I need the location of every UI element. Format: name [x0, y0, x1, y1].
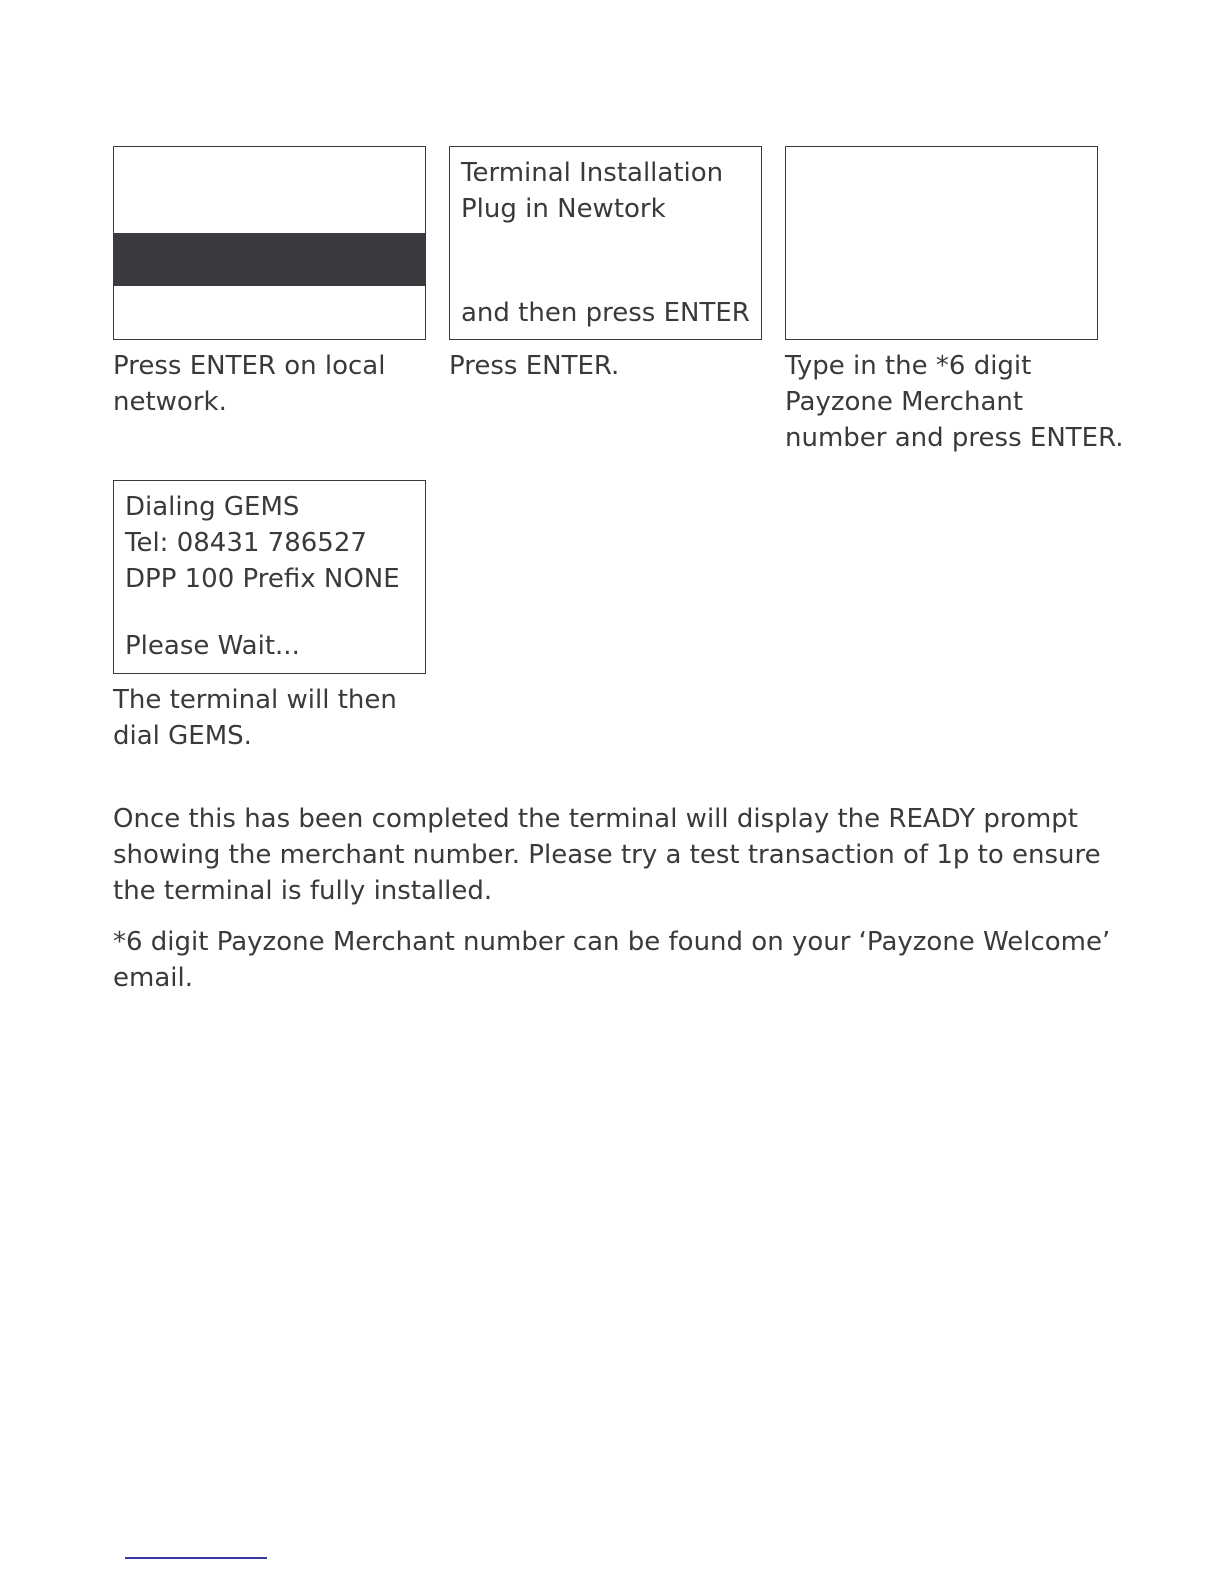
step-caption-merchant: [785, 348, 1123, 456]
step-caption-enter: [449, 348, 619, 384]
footer-rule: [125, 1557, 267, 1559]
terminal-screen-installation: [449, 146, 762, 340]
screen-line: Tel: 08431 786527: [125, 528, 367, 558]
step-caption-network: [113, 348, 385, 420]
paragraph-line: email.: [113, 963, 193, 993]
paragraph-line: *6 digit Payzone Merchant number can be found on your ‘Payzone Welcome’: [113, 927, 1111, 957]
caption-line: Payzone Merchant: [785, 387, 1024, 417]
screen-line: and then press ENTER: [461, 298, 750, 328]
screen-line: Terminal Installation: [461, 158, 724, 188]
caption-line: dial GEMS.: [113, 721, 252, 751]
caption-line: Press ENTER on local: [113, 351, 386, 381]
screen-line: Plug in Newtork: [461, 194, 666, 224]
caption-line: network.: [113, 387, 227, 417]
footnote-paragraph: [113, 924, 1110, 996]
paragraph-line: Once this has been completed the terminal will display the READY prompt: [113, 804, 1078, 834]
caption-line: Type in the *6 digit: [785, 351, 1032, 381]
caption-line: The terminal will then: [113, 685, 397, 715]
paragraph-line: showing the merchant number. Please try a test transaction of 1p to ensure: [113, 840, 1101, 870]
highlighted-menu-row: [114, 233, 425, 286]
screen-line: Dialing GEMS: [125, 492, 300, 522]
terminal-screen-merchant-entry: [785, 146, 1098, 340]
screen-line: DPP 100 Prefix NONE: [125, 564, 400, 594]
completion-paragraph: [113, 801, 1101, 909]
step-caption-dialing: [113, 682, 397, 754]
terminal-screen-dialing: [113, 480, 426, 674]
paragraph-line: the terminal is fully installed.: [113, 876, 493, 906]
terminal-screen-network-select: [113, 146, 426, 340]
caption-line: number and press ENTER.: [785, 423, 1124, 453]
screen-line: Please Wait...: [125, 631, 300, 661]
caption-line: Press ENTER.: [449, 351, 620, 381]
